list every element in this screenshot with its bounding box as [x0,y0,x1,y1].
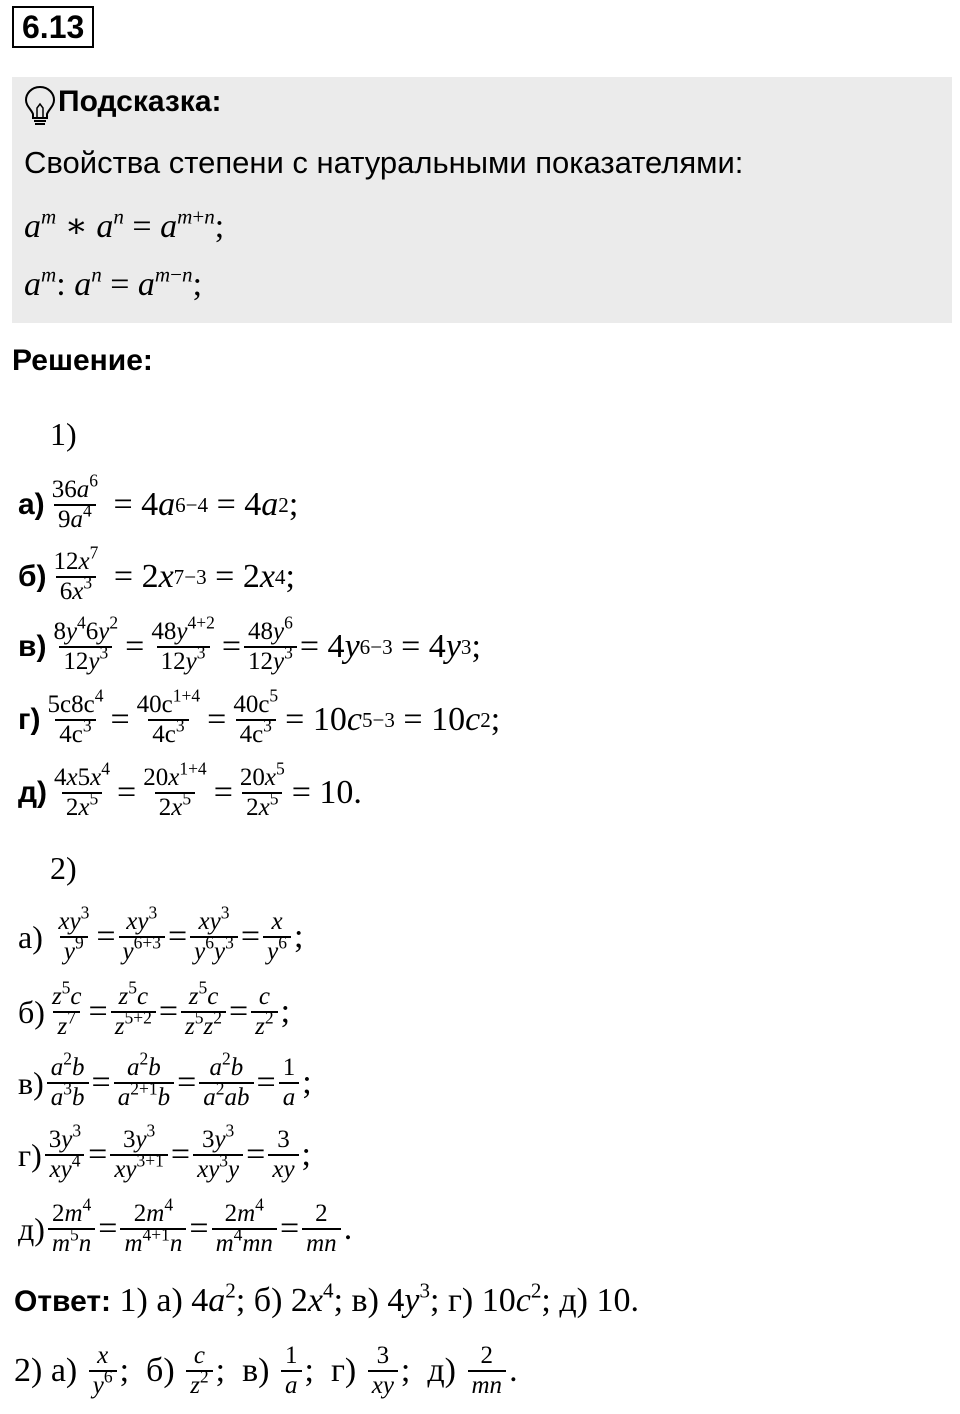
part1-item-b: б) $\frac{12x^7}{6x^3}$ = 2 x 7−3 = 2 x 4 ; [18,542,295,605]
part1-item-a: а) $\frac{36a^6}{9a^4}$ = 4 a 6−4 = 4 a 2 ; [18,470,299,533]
task-number: 6.13 [12,6,94,48]
part1-item-d: д) $\frac{4x5x^4}{2x^5}$ = $\frac{20x^{1+4}}{2x^5}$ = $\frac{20x^5}{2x^5}$ = 10. [18,758,362,821]
part1-item-v: в) $\frac{8y^46y^2}{12y^3}$ = $\frac{48y^{4+2}}{12y^3}$ = $\frac{48y^6}{12y^3}$ = 4 y 6−3 = 4 y 3 ; [18,612,481,675]
hint-rule-1: $a^m$ ∗ $a^n = a^{m+n}$; [24,204,225,245]
part2-item-g: г) $\frac{3y^3}{xy^4}$ = $\frac{3y^3}{xy^{3+1}}$ = $\frac{3y^3}{xy^3y}$ = $\frac{3}{xy}$ ; [18,1120,311,1183]
part2-item-v: в) $\frac{a^2b}{a^3b}$ = $\frac{a^2b}{a^{2+1}b}$ = $\frac{a^2b}{a^2ab}$ = $\frac{1}{a}$ ; [18,1048,312,1111]
solution-heading: Решение: [12,344,153,377]
answer-line-2: 2) а) $\frac{x}{y^6}$ ; б) $\frac{c}{z^2}$ ; в) $\frac{1}{a}$ ; г) $\frac{3}{xy}$ ; д) $\frac{2}{mn}$ . [14,1342,518,1399]
answer-line-1: Ответ: 1) а) $4a^2$; б) $2x^4$; в) $4y^3$; г) $10c^2$; д) 10. [14,1278,639,1319]
hint-title: Подсказка: [58,85,222,118]
part2-label: 2) [50,850,77,886]
part2-item-a: а) $\frac{xy^3}{y^9}$ = $\frac{xy^3}{y^{6+3}}$ = $\frac{xy^3}{y^6y^3}$ = $\frac{x}{y^6}$ ; [18,902,304,965]
part1-item-g: г) $\frac{5c8c^4}{4c^3}$ = $\frac{40c^{1+4}}{4c^3}$ = $\frac{40c^5}{4c^3}$ = 10 c 5−3 = 10 c 2 ; [18,685,501,748]
hint-rule-2: $a^m$: $a^n = a^{m-n}$; [24,262,203,303]
lightbulb-icon [22,84,58,128]
part1-label: 1) [50,416,77,452]
part2-item-d: д) $\frac{2m^4}{m^5n}$ = $\frac{2m^4}{m^{4+1}n}$ = $\frac{2m^4}{m^4mn}$ = $\frac{2}{mn}$ . [18,1194,353,1257]
part2-item-b: б) $\frac{z^5c}{z^7}$ = $\frac{z^5c}{z^{5+2}}$ = $\frac{z^5c}{z^5z^2}$ = $\frac{c}{z^2}$ ; [18,977,291,1040]
hint-text: Свойства степени с натуральными показателями: [24,145,744,180]
